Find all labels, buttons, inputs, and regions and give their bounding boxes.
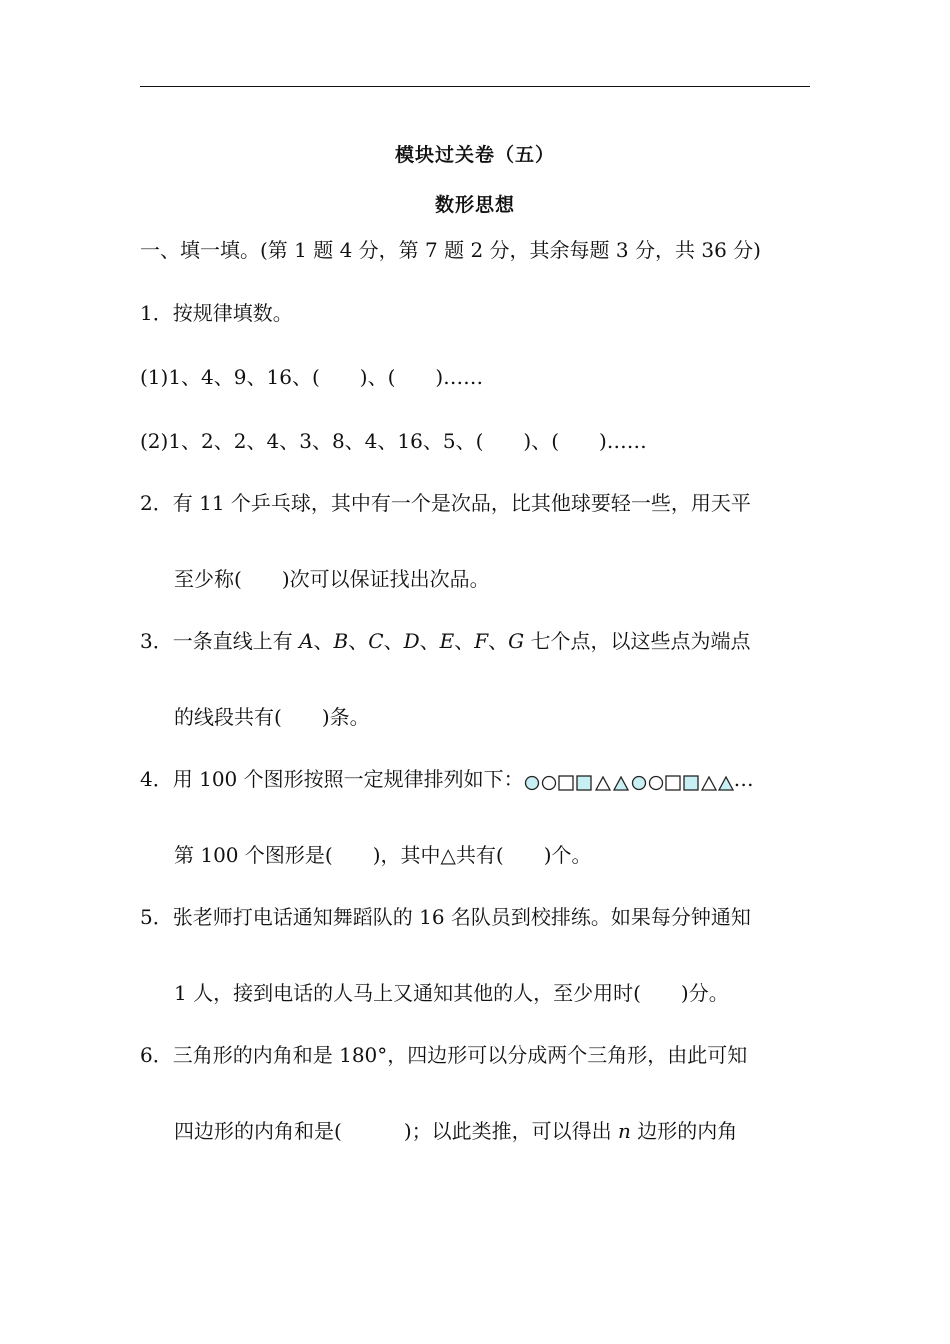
question-5-line-2: 1 人，接到电话的人马上又通知其他的人，至少用时( )分。	[174, 981, 729, 1005]
point-label: A	[299, 629, 314, 653]
question-4-line-2: 第 100 个图形是( )，其中△共有( )个。	[174, 843, 592, 867]
page-subtitle: 数形思想	[434, 194, 515, 216]
section-heading: 一、填一填。(第 1 题 4 分，第 7 题 2 分，其余每题 3 分，共 36 分)	[140, 238, 761, 262]
point-label: E	[439, 629, 455, 653]
point-label: D	[403, 629, 420, 653]
circle-shape-filled	[632, 776, 645, 789]
question-1-part-1: (1)1、4、9、16、( )、( )……	[140, 365, 484, 389]
separator: 、	[383, 629, 404, 653]
question-3: 3．一条直线上有 A、B、C、D、E、F、G 七个点，以这些点为端点	[140, 629, 751, 653]
triangle-shape-filled	[719, 777, 733, 790]
question-1: 1．按规律填数。	[140, 301, 293, 325]
question-2-line-2: 至少称( )次可以保证找出次品。	[174, 567, 490, 591]
separator: 、	[313, 629, 334, 653]
question-6: 6．三角形的内角和是 180°，四边形可以分成两个三角形，由此可知	[140, 1043, 748, 1067]
point-labels	[299, 629, 524, 653]
question-5: 5．张老师打电话通知舞蹈队的 16 名队员到校排练。如果每分钟通知	[140, 905, 751, 929]
square-shape-filled	[684, 776, 698, 790]
question-2: 2．有 11 个乒乓球，其中有一个是次品，比其他球要轻一些，用天平	[140, 491, 751, 515]
circle-shape	[649, 776, 662, 789]
point-label: C	[368, 629, 384, 653]
header-rule	[140, 86, 810, 87]
point-label: F	[474, 629, 489, 653]
circle-shape-filled	[525, 776, 538, 789]
triangle-shape	[596, 777, 610, 790]
shape-sequence	[524, 767, 734, 795]
page-title: 模块过关卷（五）	[394, 144, 555, 166]
point-label: B	[333, 629, 349, 653]
question-4: 4．用 100 个图形按照一定规律排列如下： …	[140, 765, 754, 795]
separator: 、	[348, 629, 369, 653]
triangle-shape	[702, 777, 716, 790]
point-label: G	[508, 629, 525, 653]
circle-shape	[542, 776, 555, 789]
question-3-line-2: 的线段共有( )条。	[174, 705, 370, 729]
triangle-shape-filled	[614, 777, 628, 790]
separator: 、	[488, 629, 509, 653]
square-shape	[666, 776, 680, 790]
question-6-line-2: 四边形的内角和是( )；以此类推，可以得出 n 边形的内角	[174, 1119, 738, 1143]
square-shape	[559, 776, 573, 790]
separator: 、	[419, 629, 440, 653]
question-1-part-2: (2)1、2、2、4、3、8、4、16、5、( )、( )……	[140, 429, 647, 453]
square-shape-filled	[577, 776, 591, 790]
separator: 、	[454, 629, 475, 653]
